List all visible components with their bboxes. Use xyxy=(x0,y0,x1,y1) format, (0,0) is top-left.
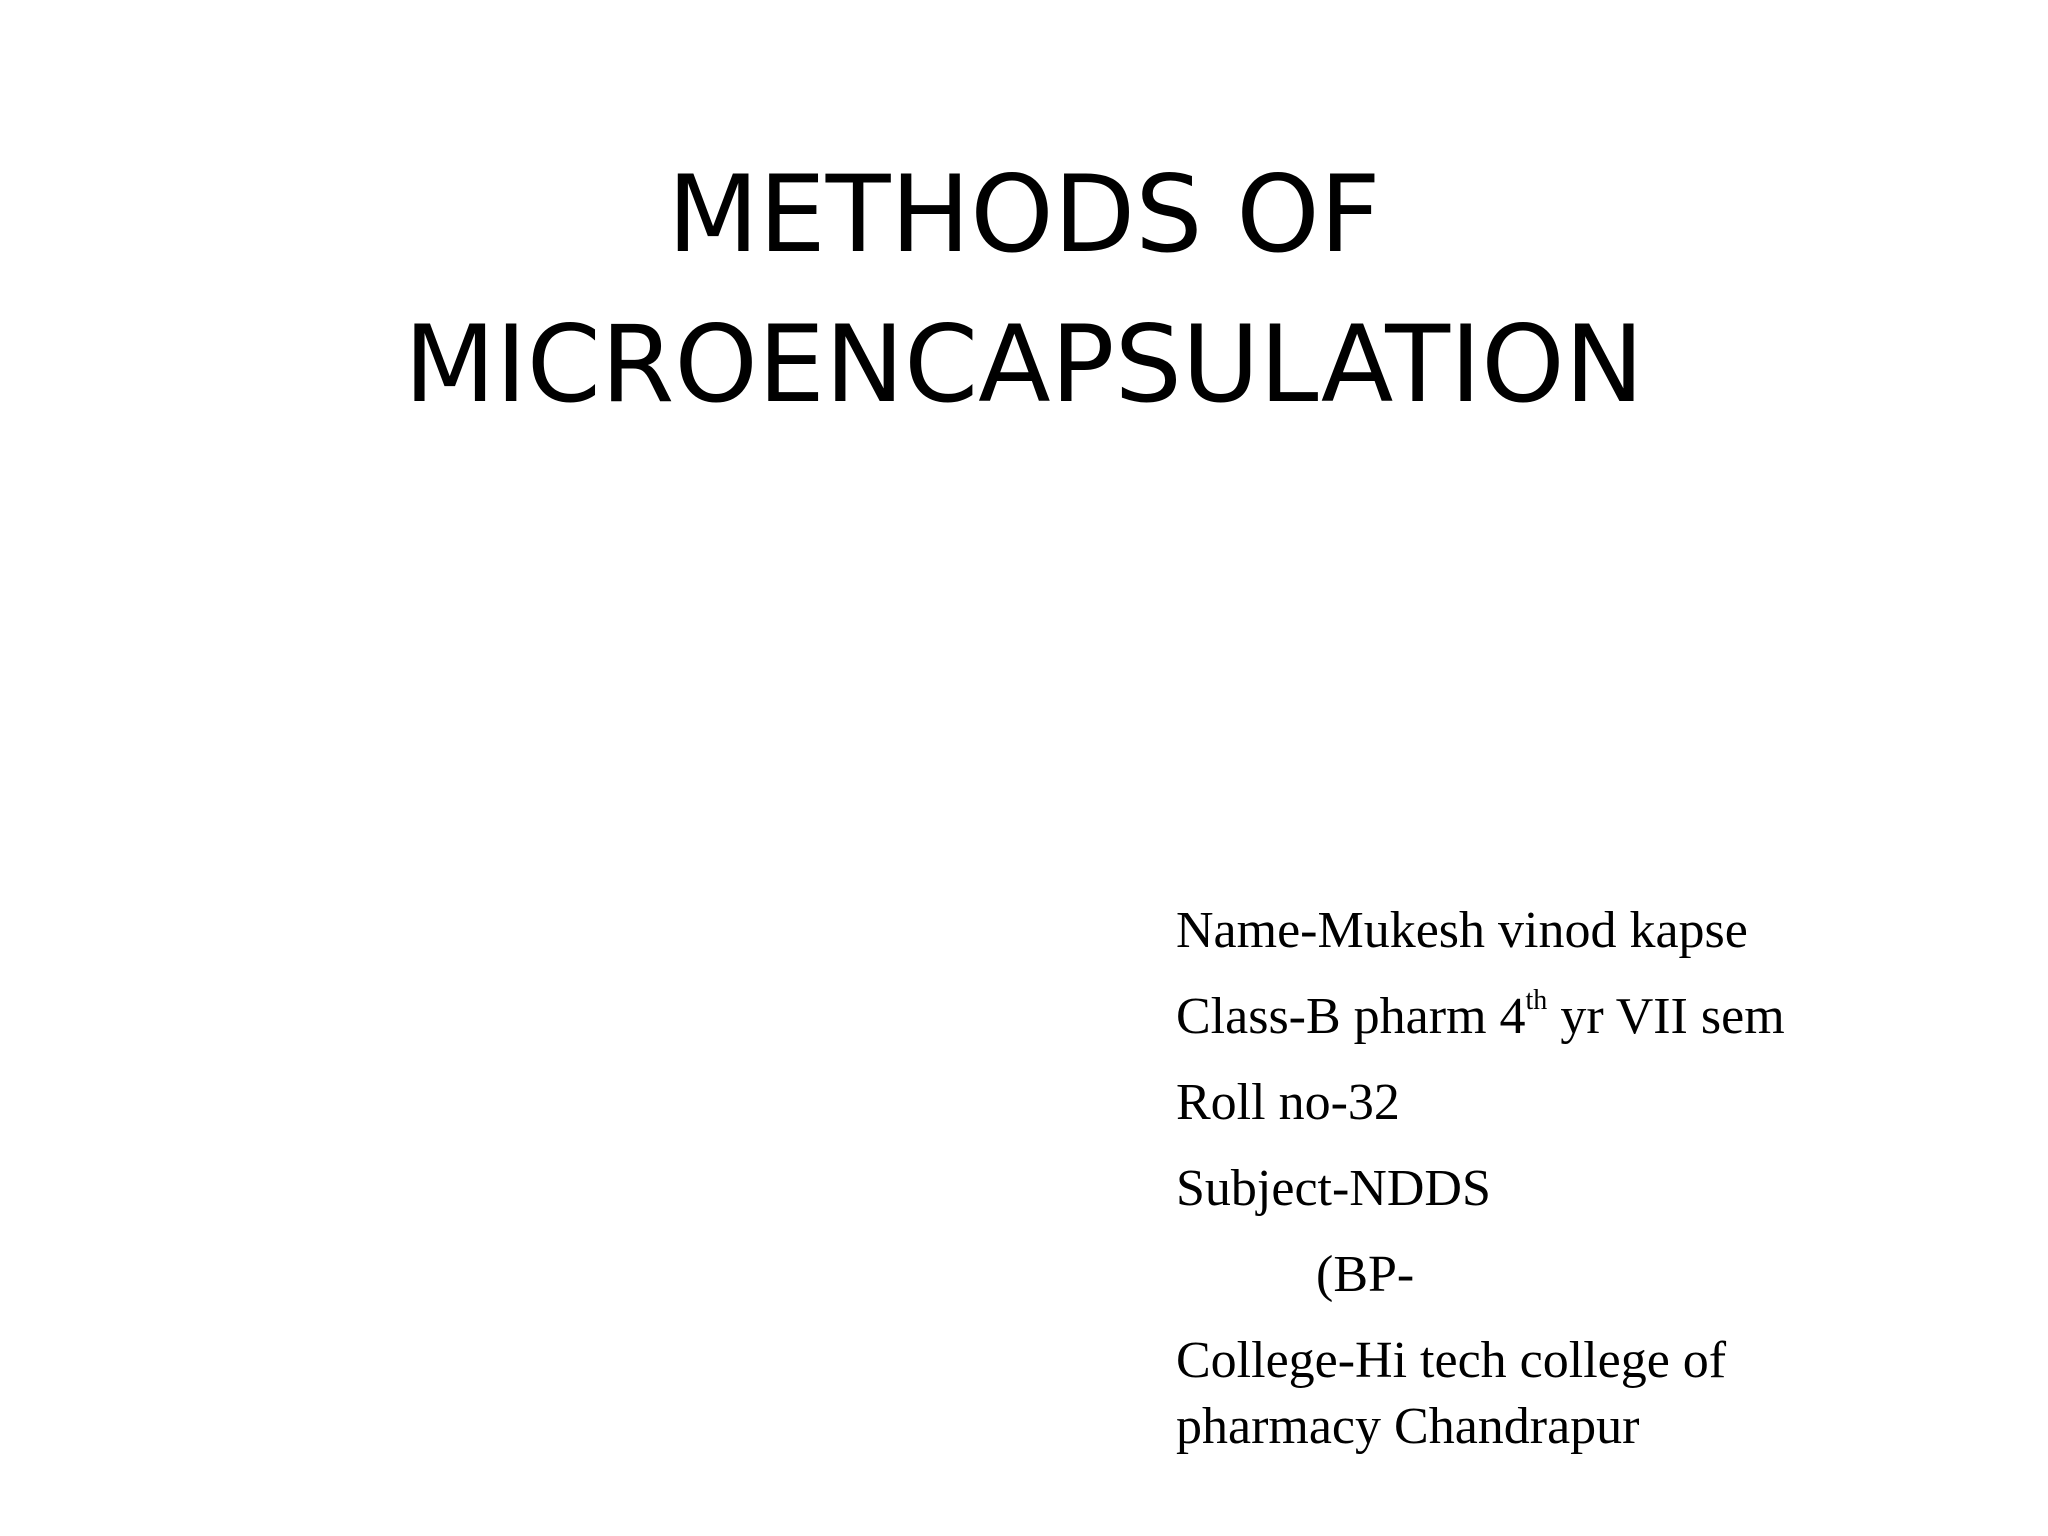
class-suffix: yr VII sem xyxy=(1547,988,1785,1045)
title-line-2: MICROENCAPSULATION xyxy=(404,303,1644,426)
class-text: Class-B pharm 4 xyxy=(1176,988,1526,1045)
class-superscript: th xyxy=(1525,985,1548,1016)
name-line: Name-Mukesh vinod kapse xyxy=(1176,902,1748,959)
class-line xyxy=(1176,984,1936,1050)
roll-line: Roll no-32 xyxy=(1176,1074,1400,1131)
slide-title xyxy=(0,140,2048,440)
presenter-details xyxy=(1176,898,1936,1480)
subject-code-line: (BP- xyxy=(1316,1246,1415,1303)
title-line-1: METHODS OF xyxy=(667,153,1381,276)
subject-line: Subject-NDDS xyxy=(1176,1160,1491,1217)
college-line: College-Hi tech college of pharmacy Chandrapur xyxy=(1176,1332,1727,1455)
